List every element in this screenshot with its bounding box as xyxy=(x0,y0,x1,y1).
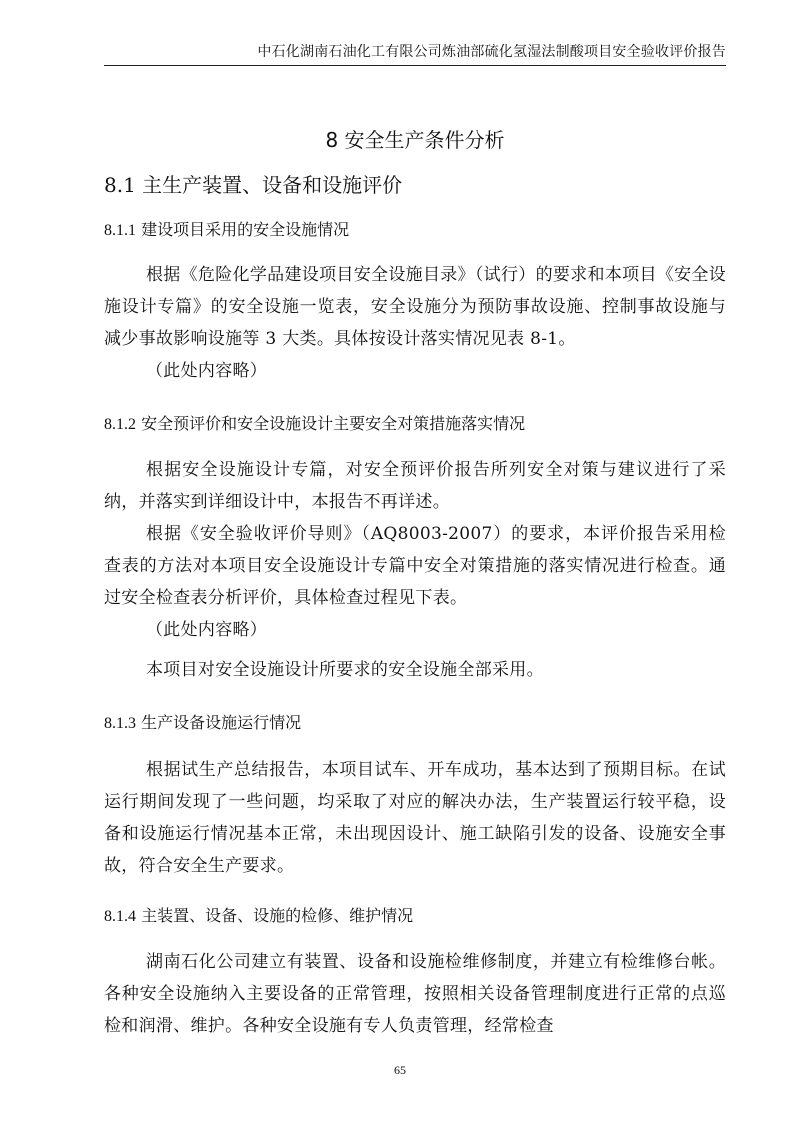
subsection-title: 安全预评价和安全设施设计主要安全对策措施落实情况 xyxy=(141,414,526,433)
subsection-heading-8-1-3 xyxy=(104,711,301,736)
paragraph: 根据安全设施设计专篇，对安全预评价报告所列安全对策与建议进行了采纳，并落实到详细设计中，本报告不再详述。 xyxy=(104,460,726,512)
header-rule xyxy=(104,65,726,66)
paragraph: 湖南石化公司建立有装置、设备和设施检维修制度，并建立有检维修台帐。各种安全设施纳入主要设备的正常管理，按照相关设备管理制度进行正常的点巡检和润滑、维护。各种安全设施有专人负责管理，经常检查 xyxy=(104,952,726,1036)
omitted-note: （此处内容略） xyxy=(146,361,268,381)
section-heading xyxy=(104,171,402,199)
subsection-heading-8-1-2 xyxy=(104,412,525,437)
subsection-number: 8.1.4 xyxy=(104,908,136,925)
page-number: 65 xyxy=(394,1063,406,1077)
subsection-title: 主装置、设备、设施的检修、维护情况 xyxy=(141,906,414,925)
omitted-note: （此处内容略） xyxy=(146,620,268,640)
subsection-title: 建设项目采用的安全设施情况 xyxy=(141,220,350,239)
section-title: 主生产装置、设备和设施评价 xyxy=(142,173,403,197)
subsection-number: 8.1.3 xyxy=(104,715,136,732)
subsection-heading-8-1-1 xyxy=(104,218,349,243)
chapter-title: 8 安全生产条件分析 xyxy=(325,128,505,152)
running-header: 中石化湖南石油化工有限公司炼油部硫化氢湿法制酸项目安全验收评价报告 xyxy=(257,44,726,60)
subsection-heading-8-1-4 xyxy=(104,904,413,929)
section-number: 8.1 xyxy=(104,173,136,197)
subsection-title: 生产设备设施运行情况 xyxy=(141,713,302,732)
paragraph: 根据《危险化学品建设项目安全设施目录》（试行）的要求和本项目《安全设施设计专篇》的安全设施一览表，安全设施分为预防事故设施、控制事故设施与减少事故影响设施等 3 大类。具体按设计落实情况见表 8-1。 xyxy=(104,265,726,349)
paragraph: 根据《安全验收评价导则》（AQ8003-2007）的要求，本评价报告采用检查表的方法对本项目安全设施设计专篇中安全对策措施的落实情况进行检查。通过安全检查表分析评价，具体检查过程见下表。 xyxy=(104,524,726,608)
subsection-number: 8.1.1 xyxy=(104,222,136,239)
paragraph: 根据试生产总结报告，本项目试车、开车成功，基本达到了预期目标。在试运行期间发现了一些问题，均采取了对应的解决办法，生产装置运行较平稳，设备和设施运行情况基本正常，未出现因设计、施工缺陷引发的设备、设施安全事故，符合安全生产要求。 xyxy=(104,760,726,876)
paragraph: 本项目对安全设施设计所要求的安全设施全部采用。 xyxy=(146,660,544,680)
subsection-number: 8.1.2 xyxy=(104,416,136,433)
